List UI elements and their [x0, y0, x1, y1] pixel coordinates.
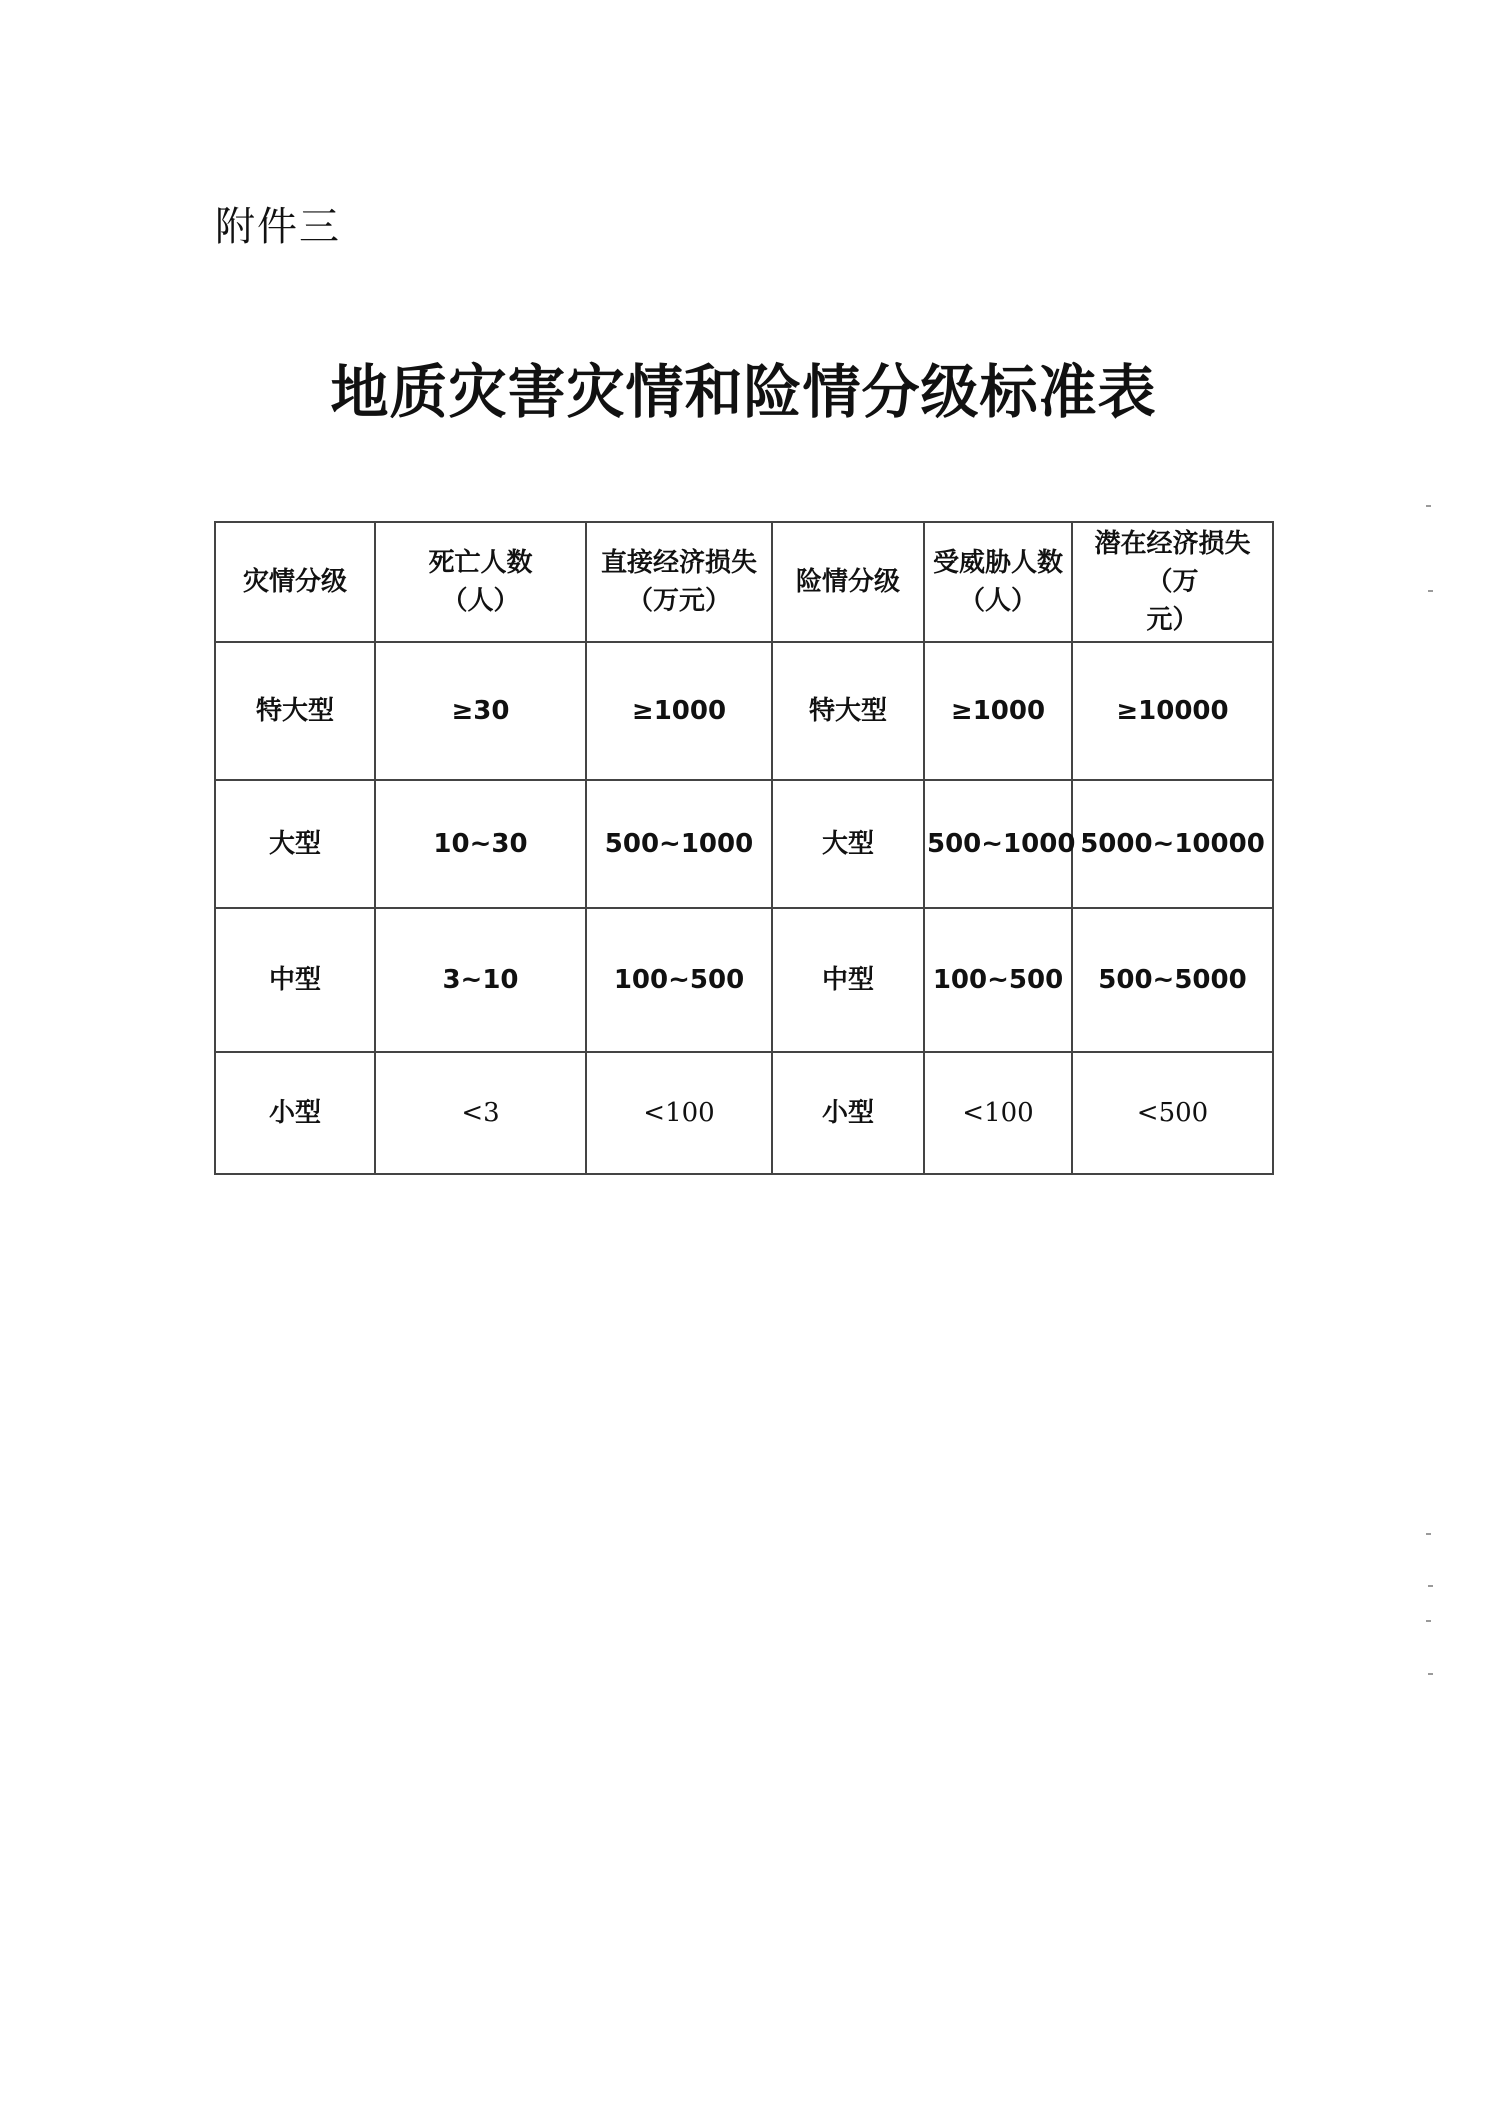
potential-loss-cell: ≥10000 — [1072, 642, 1273, 780]
table-row — [215, 908, 1273, 1052]
table-row — [215, 642, 1273, 780]
direct-loss-cell: 500~1000 — [586, 780, 772, 908]
risk-grade-cell: 大型 — [772, 780, 924, 908]
direct-loss-cell: ≥1000 — [586, 642, 772, 780]
scan-mark — [1428, 1585, 1433, 1587]
scan-mark — [1426, 1533, 1431, 1535]
classification-table — [214, 521, 1274, 1175]
header-risk-grade: 险情分级 — [772, 522, 924, 642]
attachment-label: 附件三 — [215, 204, 341, 250]
header-potential-loss: 潜在经济损失（万 元） — [1072, 522, 1273, 642]
document-title: 地质灾害灾情和险情分级标准表 — [330, 358, 1157, 426]
risk-grade-cell: 小型 — [772, 1052, 924, 1174]
disaster-grade-cell: 中型 — [215, 908, 375, 1052]
table-header-row — [215, 522, 1273, 642]
potential-loss-cell: 500~5000 — [1072, 908, 1273, 1052]
disaster-grade-cell: 大型 — [215, 780, 375, 908]
header-deaths: 死亡人数 （人） — [375, 522, 586, 642]
direct-loss-cell: 100~500 — [586, 908, 772, 1052]
threatened-people-cell: ≥1000 — [924, 642, 1072, 780]
potential-loss-cell: 5000~10000 — [1072, 780, 1273, 908]
risk-grade-cell: 特大型 — [772, 642, 924, 780]
deaths-cell: ≥30 — [375, 642, 586, 780]
deaths-cell: <3 — [375, 1052, 586, 1174]
deaths-cell: 10~30 — [375, 780, 586, 908]
scan-mark — [1428, 1673, 1433, 1675]
threatened-people-cell: 500~1000 — [924, 780, 1072, 908]
scan-mark — [1428, 590, 1433, 592]
scan-mark — [1426, 505, 1431, 507]
table-row — [215, 780, 1273, 908]
risk-grade-cell: 中型 — [772, 908, 924, 1052]
direct-loss-cell: <100 — [586, 1052, 772, 1174]
threatened-people-cell: 100~500 — [924, 908, 1072, 1052]
potential-loss-cell: <500 — [1072, 1052, 1273, 1174]
table-row — [215, 1052, 1273, 1174]
scan-mark — [1426, 1620, 1431, 1622]
disaster-grade-cell: 特大型 — [215, 642, 375, 780]
header-direct-loss: 直接经济损失 （万元） — [586, 522, 772, 642]
threatened-people-cell: <100 — [924, 1052, 1072, 1174]
deaths-cell: 3~10 — [375, 908, 586, 1052]
header-disaster-grade: 灾情分级 — [215, 522, 375, 642]
header-threatened-people: 受威胁人数 （人） — [924, 522, 1072, 642]
disaster-grade-cell: 小型 — [215, 1052, 375, 1174]
